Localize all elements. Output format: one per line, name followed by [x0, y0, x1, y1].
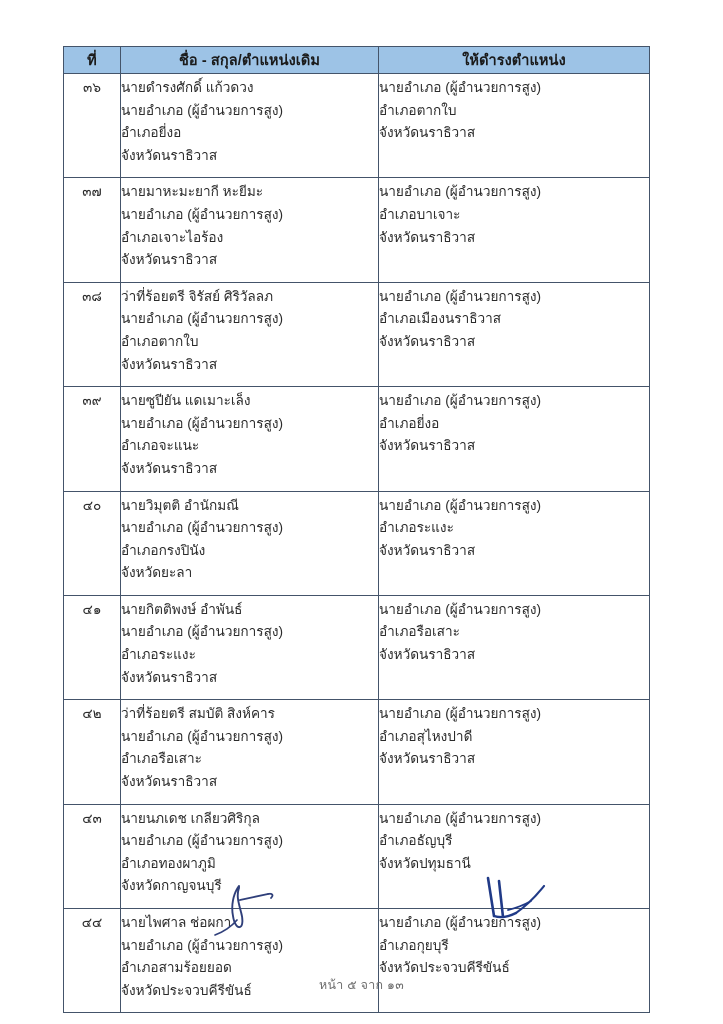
- row-name-cell: [121, 387, 379, 491]
- name-line: อำเภอตากใบ: [121, 333, 199, 349]
- appointment-table: [63, 46, 650, 1013]
- row-number: ๓๘: [64, 282, 121, 386]
- row-position-cell: [379, 491, 650, 595]
- position-line: นายอำเภอ (ผู้อำนวยการสูง): [379, 80, 542, 95]
- row-number: ๔๐: [64, 491, 121, 595]
- row-number: ๔๑: [64, 595, 121, 699]
- name-line: จังหวัดประจวบคีรีขันธ์: [121, 982, 252, 998]
- name-line: ว่าที่ร้อยตรี จิรัสย์ ศิริวัลลภ: [121, 288, 274, 304]
- position-line: จังหวัดนราธิวาส: [379, 438, 476, 454]
- name-line: นายกิตติพงษ์ อำพันธ์: [121, 601, 243, 617]
- row-position-cell: [379, 74, 650, 178]
- name-line: นายอำเภอ (ผู้อำนวยการสูง): [121, 206, 284, 222]
- table-row: [64, 700, 650, 804]
- name-line: นายอำเภอ (ผู้อำนวยการสูง): [121, 937, 284, 953]
- position-line: จังหวัดนราธิวาส: [379, 125, 476, 141]
- name-line: อำเภอรือเสาะ: [121, 751, 202, 767]
- position-line: จังหวัดนราธิวาส: [379, 229, 476, 245]
- name-line: นายมาหะมะยากี หะยีมะ: [121, 184, 264, 200]
- row-number: ๔๓: [64, 804, 121, 908]
- position-line: อำเภอธัญบุรี: [379, 833, 453, 849]
- name-line: จังหวัดกาญจนบุรี: [121, 878, 222, 894]
- position-line: นายอำเภอ (ผู้อำนวยการสูง): [379, 915, 542, 930]
- position-line: จังหวัดนราธิวาส: [379, 751, 476, 767]
- position-line: จังหวัดปทุมธานี: [379, 855, 471, 871]
- row-name-cell: [121, 909, 379, 1013]
- column-header-name: ชื่อ - สกุล/ตำแหน่งเดิม: [121, 47, 379, 74]
- table-row: [64, 804, 650, 908]
- position-line: นายอำเภอ (ผู้อำนวยการสูง): [379, 601, 542, 617]
- row-name-cell: [121, 282, 379, 386]
- row-position-cell: [379, 909, 650, 1013]
- position-line: นายอำเภอ (ผู้อำนวยการสูง): [379, 184, 542, 200]
- name-line: จังหวัดนราธิวาส: [121, 356, 218, 372]
- page-footer: หน้า ๕ จาก ๑๓: [319, 978, 404, 992]
- row-name-cell: [121, 804, 379, 908]
- name-line: จังหวัดยะลา: [121, 565, 193, 581]
- position-line: อำเภอบาเจาะ: [379, 206, 461, 222]
- position-line: จังหวัดประจวบคีรีขันธ์: [379, 960, 510, 976]
- table-row: [64, 909, 650, 1013]
- position-line: อำเภอระแงะ: [379, 520, 454, 536]
- name-line: จังหวัดนราธิวาส: [121, 669, 218, 685]
- row-position-cell: [379, 282, 650, 386]
- name-line: นายวิมุตติ อำนักมณี: [121, 497, 239, 513]
- name-line: อำเภอสามร้อยยอด: [121, 960, 232, 976]
- table-row: [64, 178, 650, 282]
- name-line: นายซูปียัน แดเมาะเล็ง: [121, 393, 251, 409]
- row-number: ๓๖: [64, 74, 121, 178]
- table-row: [64, 387, 650, 491]
- name-line: อำเภอกรงปินัง: [121, 542, 206, 558]
- table-header-row: [64, 47, 650, 74]
- row-name-cell: [121, 178, 379, 282]
- name-line: นายอำเภอ (ผู้อำนวยการสูง): [121, 728, 284, 744]
- position-line: อำเภอกุยบุรี: [379, 937, 449, 953]
- row-number: ๓๗: [64, 178, 121, 282]
- position-line: อำเภอสุไหงปาดี: [379, 728, 473, 744]
- row-number: ๓๙: [64, 387, 121, 491]
- position-line: อำเภอยี่งอ: [379, 415, 440, 431]
- name-line: จังหวัดนราธิวาส: [121, 774, 218, 790]
- row-name-cell: [121, 700, 379, 804]
- table-body: [64, 74, 650, 1013]
- position-line: นายอำเภอ (ผู้อำนวยการสูง): [379, 706, 542, 722]
- table-header: [64, 47, 650, 74]
- position-line: นายอำเภอ (ผู้อำนวยการสูง): [379, 288, 542, 304]
- position-line: จังหวัดนราธิวาส: [379, 542, 476, 558]
- name-line: นายอำเภอ (ผู้อำนวยการสูง): [121, 311, 284, 327]
- name-line: นายอำเภอ (ผู้อำนวยการสูง): [121, 102, 284, 118]
- row-name-cell: [121, 491, 379, 595]
- name-line: อำเภอระแงะ: [121, 647, 196, 663]
- position-line: นายอำเภอ (ผู้อำนวยการสูง): [379, 393, 542, 409]
- name-line: จังหวัดนราธิวาส: [121, 460, 218, 476]
- row-name-cell: [121, 74, 379, 178]
- name-line: ว่าที่ร้อยตรี สมบัติ สิงห์คาร: [121, 706, 275, 722]
- name-line: อำเภอทองผาภูมิ: [121, 855, 216, 871]
- name-line: อำเภอเจาะไอร้อง: [121, 229, 224, 245]
- column-header-position: ให้ดำรงตำแหน่ง: [379, 47, 650, 74]
- position-line: อำเภอตากใบ: [379, 102, 457, 118]
- name-line: จังหวัดนราธิวาส: [121, 147, 218, 163]
- name-line: นายดำรงศักดิ์ แก้วดวง: [121, 80, 254, 95]
- row-number: ๔๔: [64, 909, 121, 1013]
- name-line: นายนภเดช เกลียวศิริกุล: [121, 810, 260, 826]
- position-line: จังหวัดนราธิวาส: [379, 647, 476, 663]
- position-line: อำเภอรือเสาะ: [379, 624, 460, 640]
- name-line: นายไพศาล ช่อผกา: [121, 915, 232, 930]
- position-line: นายอำเภอ (ผู้อำนวยการสูง): [379, 810, 542, 826]
- table-row: [64, 595, 650, 699]
- row-position-cell: [379, 178, 650, 282]
- table-row: [64, 282, 650, 386]
- column-header-number: ที่: [64, 47, 121, 74]
- name-line: นายอำเภอ (ผู้อำนวยการสูง): [121, 415, 284, 431]
- name-line: จังหวัดนราธิวาส: [121, 252, 218, 268]
- row-name-cell: [121, 595, 379, 699]
- position-line: นายอำเภอ (ผู้อำนวยการสูง): [379, 497, 542, 513]
- position-line: จังหวัดนราธิวาส: [379, 333, 476, 349]
- table-row: [64, 74, 650, 178]
- name-line: นายอำเภอ (ผู้อำนวยการสูง): [121, 520, 284, 536]
- row-position-cell: [379, 595, 650, 699]
- name-line: นายอำเภอ (ผู้อำนวยการสูง): [121, 624, 284, 640]
- position-line: อำเภอเมืองนราธิวาส: [379, 311, 502, 327]
- row-position-cell: [379, 804, 650, 908]
- name-line: อำเภอจะแนะ: [121, 438, 200, 454]
- name-line: อำเภอยี่งอ: [121, 125, 182, 141]
- row-number: ๔๒: [64, 700, 121, 804]
- row-position-cell: [379, 700, 650, 804]
- name-line: นายอำเภอ (ผู้อำนวยการสูง): [121, 833, 284, 849]
- row-position-cell: [379, 387, 650, 491]
- table-row: [64, 491, 650, 595]
